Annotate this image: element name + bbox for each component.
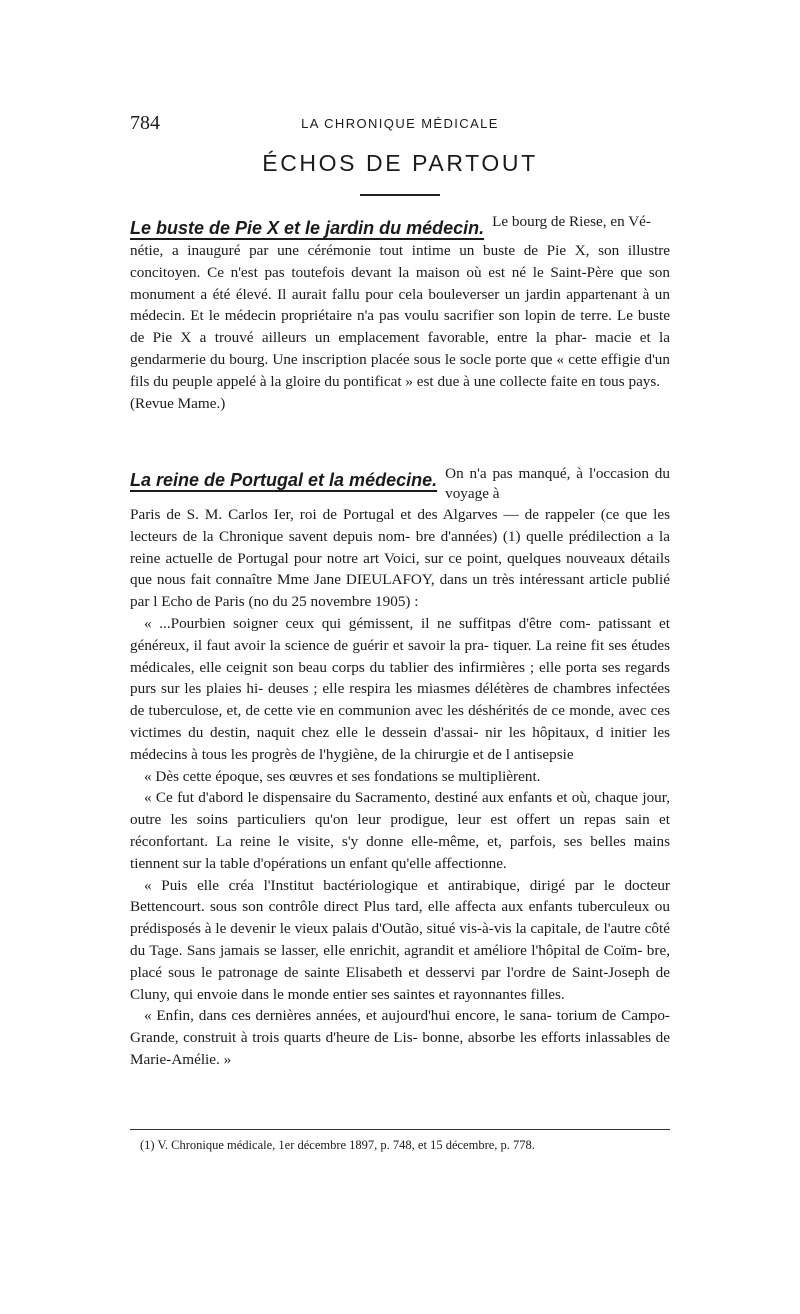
article-paragraph: Paris de S. M. Carlos Ier, roi de Portugal et des Algarves — de rappeler (ce que les lecteurs de la Chronique savent depuis nom- bre d'années) (1) quelle prédilection a la reine actuelle de Portugal pour notre art Voici, sur ce point, quelques nouveaux détails que nous fait connaître Mme Jane DIEULAFOY, dans un très intéressant article publié par l Echo de Paris (no du 25 novembre 1905) :	[130, 506, 670, 611]
footnote: (1) V. Chronique médicale, 1er décembre 1897, p. 748, et 15 décembre, p. 778.	[140, 1138, 535, 1152]
article-body: nétie, a inauguré par une cérémonie tout intime un buste de Pie X, son illustre concitoyen. Ce n'est pas toutefois devant la maison où est né le Saint-Père que son monument a été élevé. Il aurait fallu pour cela bouleverser un jardin appartenant à un médecin. Et le médecin propriétaire n'a pas voulu sacrifier son lopin de terre. Le buste de Pie X a trouvé ailleurs un emplacement favorable, entre la phar- macie et la gendarmerie du bourg. Une inscription placée sous le socle porte que « cette effigie d'un fils du peuple appelé à la gloire du pontificat » est due à une collecte faite en tous pays.	[130, 242, 670, 390]
article-lead-in: Le bourg de Riese, en Vé-	[492, 213, 651, 230]
article-paragraph: « Puis elle créa l'Institut bactériologique et antirabique, dirigé par le docteur Bettencourt. sous son contrôle direct Plus tard, elle affecta aux enfants tuberculeux ou prédisposés à le devenir le vieux palais d'Outão, situé vis-à-vis la capitale, de l'autre côté du Tage. Sans jamais se lasser, elle enrichit, agrandit et améliore l'hôpital de Coïm- bre, placé sous le patronage de sainte Elisabeth et desservi par l'ordre de Saint-Joseph de Cluny, qui envoie dans le monde entier ses saintes et rayonnantes filles.	[130, 876, 670, 1003]
article-heading: La reine de Portugal et la médecine.	[130, 470, 438, 490]
article-source: (Revue Mame.)	[130, 394, 226, 412]
article-paragraph: « Ce fut d'abord le dispensaire du Sacramento, destiné aux enfants et où, chaque jour, outre les soins particuliers qu'on leur prodigue, leur est offert un repas sain et réconfortant. La reine le visite, s'y donne elle-même, et, parfois, ses belles mains tiennent sur la table d'opérations un enfant qu'elle affectionne.	[130, 789, 670, 872]
title-rule	[360, 194, 440, 196]
footnote-rule	[130, 1129, 670, 1130]
article-reine-portugal	[130, 464, 670, 1071]
section-title: ÉCHOS DE PARTOUT	[262, 150, 538, 176]
article-pie-x	[130, 212, 670, 414]
article-heading: Le buste de Pie X et le jardin du médecin.	[130, 218, 485, 238]
article-heading-row	[130, 212, 670, 240]
article-heading-row	[130, 464, 670, 504]
article-paragraph: « Dès cette époque, ses œuvres et ses fondations se multiplièrent.	[144, 767, 541, 785]
page-number: 784	[130, 112, 160, 134]
running-head	[130, 112, 670, 136]
journal-name: LA CHRONIQUE MÉDICALE	[301, 116, 499, 131]
article-paragraph: « Enfin, dans ces dernières années, et aujourd'hui encore, le sana- torium de Campo-Grande, construit à trois quarts d'heure de Lis- bonne, absorbe les efforts inlassables de Marie-Amélie. »	[130, 1007, 670, 1068]
article-lead-in: On n'a pas manqué, à l'occasion du voyage à	[445, 465, 670, 502]
article-paragraph: « ...Pourbien soigner ceux qui gémissent, il ne suffitpas d'être com- patissant et généreux, il faut avoir la science de guérir et savoir la pra- tiquer. La reine fit ses études médicales, elle ceignit son beau corps du tablier des infirmières ; elle porta ses regards purs sur les plaies hi- deuses ; elle respira les miasmes délétères de chambres infectées de tuberculose, et, de cette vie en communion avec les déshérités de ce monde, avec ces victimes du destin, naquit chez elle le dessein d'assai- nir les hôpitaux, d initier les médecins à tous les progrès de l'hygiène, de la chirurgie et de l antisepsie	[130, 614, 670, 763]
